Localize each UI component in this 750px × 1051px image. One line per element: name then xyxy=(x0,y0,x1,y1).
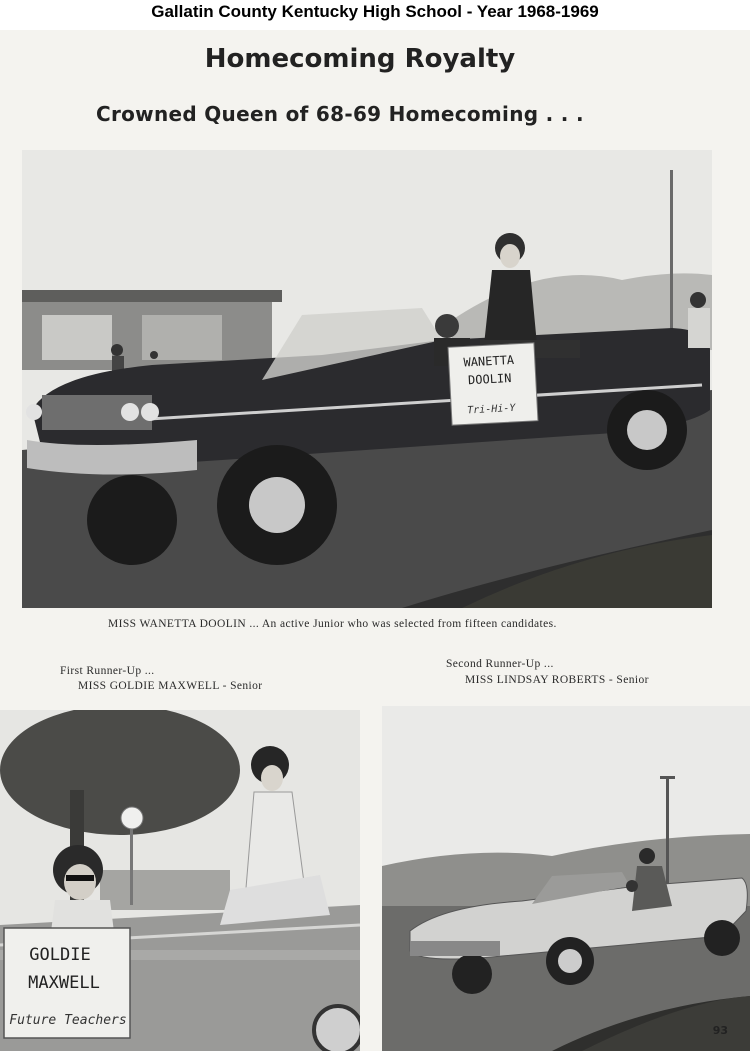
first-sign-line3: Future Teachers xyxy=(9,1013,127,1028)
page-subtitle: Crowned Queen of 68-69 Homecoming . . . xyxy=(96,102,584,126)
queen-photo xyxy=(22,150,712,608)
second-runner-up-name: MISS LINDSAY ROBERTS - Senior xyxy=(465,674,649,686)
yearbook-page xyxy=(0,30,750,1051)
queen-sign-line2: DOOLIN xyxy=(467,371,512,388)
queen-sign-line3: Tri-Hi-Y xyxy=(466,402,516,417)
queen-caption: MISS WANETTA DOOLIN ... An active Junior who was selected from fifteen candidates. xyxy=(108,618,557,630)
first-runner-up-name: MISS GOLDIE MAXWELL - Senior xyxy=(78,680,263,692)
first-runner-up-heading: First Runner-Up ... xyxy=(60,665,155,677)
first-sign-line2: MAXWELL xyxy=(28,973,100,993)
second-runner-up-heading: Second Runner-Up ... xyxy=(446,658,554,670)
page-title: Homecoming Royalty xyxy=(204,44,516,74)
first-sign-line1: GOLDIE xyxy=(29,945,91,965)
page-banner: Gallatin County Kentucky High School - Year 1968-1969 xyxy=(0,0,750,26)
page-number: 93 xyxy=(712,1024,728,1037)
second-runner-up-photo xyxy=(382,706,750,1051)
queen-sign-line1: WANETTA xyxy=(463,352,515,370)
first-runner-up-photo xyxy=(0,710,360,1051)
